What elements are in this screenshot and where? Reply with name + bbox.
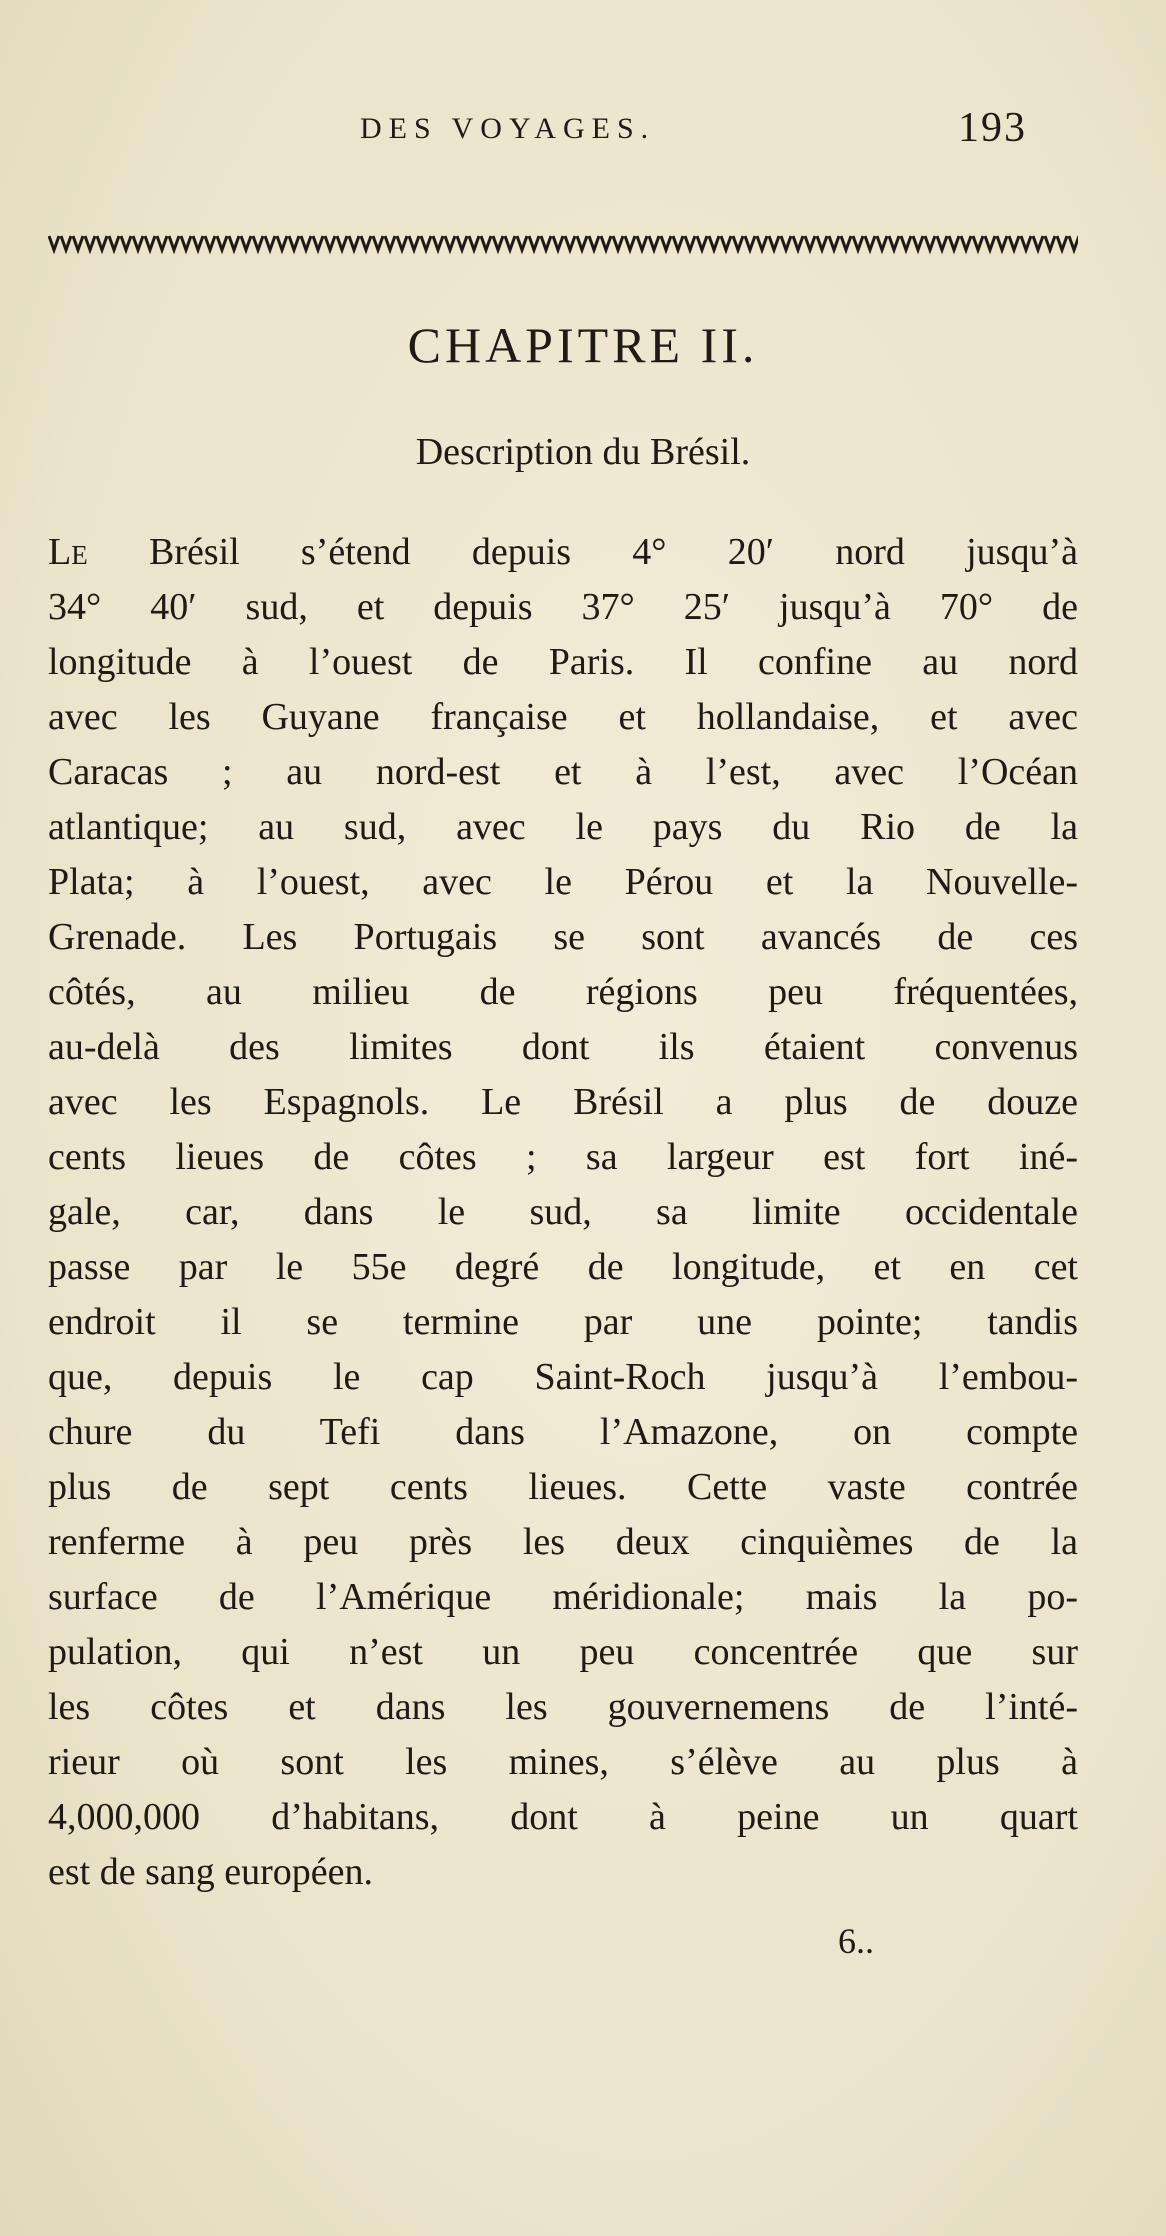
text-line: les côtes et dans les gouvernemens de l’inté- bbox=[48, 1686, 1078, 1728]
drop-word: Le bbox=[48, 531, 88, 573]
running-head: DES VOYAGES. bbox=[360, 112, 656, 145]
text-line: 4,000,000 d’habitans, dont à peine un quart bbox=[48, 1796, 1078, 1838]
text-line: Caracas ; au nord-est et à l’est, avec l’Océan bbox=[48, 751, 1078, 793]
text-line: 34° 40′ sud, et depuis 37° 25′ jusqu’à 70° de bbox=[48, 586, 1078, 628]
text-line: chure du Tefi dans l’Amazone, on compte bbox=[48, 1411, 1078, 1453]
catchword: 6.. bbox=[838, 1921, 874, 1961]
text-line: Plata; à l’ouest, avec le Pérou et la Nouvelle- bbox=[48, 861, 1078, 903]
text-line: est de sang européen. bbox=[48, 1851, 373, 1893]
text-line: au-delà des limites dont ils étaient convenus bbox=[48, 1026, 1078, 1068]
text-line: côtés, au milieu de régions peu fréquentées, bbox=[48, 971, 1078, 1013]
text-line: avec les Espagnols. Le Brésil a plus de douze bbox=[48, 1081, 1078, 1123]
text-line: avec les Guyane française et hollandaise, et avec bbox=[48, 696, 1078, 738]
chapter-title: CHAPITRE II. bbox=[407, 317, 759, 373]
text-line: rieur où sont les mines, s’élève au plus à bbox=[48, 1741, 1078, 1783]
text-line: Le Brésil s’étend depuis 4° 20′ nord jusqu’à bbox=[48, 531, 1078, 573]
text-line: gale, car, dans le sud, sa limite occidentale bbox=[48, 1191, 1078, 1233]
text-line: atlantique; au sud, avec le pays du Rio de la bbox=[48, 806, 1078, 848]
text-line: surface de l’Amérique méridionale; mais la po- bbox=[48, 1576, 1078, 1618]
body-paragraph bbox=[48, 525, 1078, 1900]
text-line: cents lieues de côtes ; sa largeur est fort iné- bbox=[48, 1136, 1078, 1178]
chapter-subtitle: Description du Brésil. bbox=[415, 431, 751, 473]
ornamental-rule bbox=[48, 232, 1078, 254]
text-line: renferme à peu près les deux cinquièmes de la bbox=[48, 1521, 1078, 1563]
text-line: passe par le 55e degré de longitude, et en cet bbox=[48, 1246, 1078, 1288]
text-line: longitude à l’ouest de Paris. Il confine au nord bbox=[48, 641, 1078, 683]
page-number: 193 bbox=[958, 105, 1027, 151]
text-line: endroit il se termine par une pointe; tandis bbox=[48, 1301, 1078, 1343]
text-line: plus de sept cents lieues. Cette vaste contrée bbox=[48, 1466, 1078, 1508]
text-line: pulation, qui n’est un peu concentrée que sur bbox=[48, 1631, 1078, 1673]
text-line: Grenade. Les Portugais se sont avancés de ces bbox=[48, 916, 1078, 958]
text-line: que, depuis le cap Saint-Roch jusqu’à l’embou- bbox=[48, 1356, 1078, 1398]
